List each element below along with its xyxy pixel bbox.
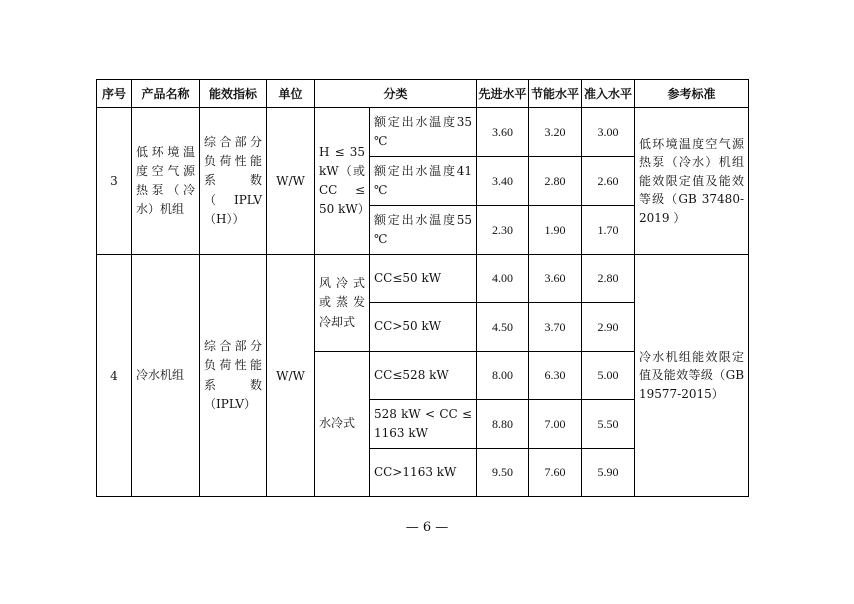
energy-saving-level: 1.90 [529,206,582,255]
energy-saving-level: 7.00 [529,400,582,449]
entry-level: 2.60 [582,157,635,206]
entry-level: 5.90 [582,449,635,497]
category: CC>50 kW [370,303,477,352]
entry-level: 2.80 [582,255,635,303]
unit: W/W [267,108,315,255]
category: 额定出水温度55 ℃ [370,206,477,255]
header-cell: 单位 [267,80,315,108]
advanced-level: 8.80 [477,400,529,449]
advanced-level: 4.50 [477,303,529,352]
advanced-level: 4.00 [477,255,529,303]
category: 额定出水温度41 ℃ [370,157,477,206]
standards-table [96,79,749,497]
header-cell: 序号 [97,80,132,108]
category: CC>1163 kW [370,449,477,497]
category: CC≤528 kW [370,352,477,400]
category-group: 风冷式或蒸发冷却式 [315,255,370,352]
page-number: — 6 — [405,520,449,535]
advanced-level: 8.00 [477,352,529,400]
header-cell: 参考标准 [635,80,749,108]
header-cell: 能效指标 [200,80,267,108]
energy-saving-level: 3.70 [529,303,582,352]
header-cell: 先进水平 [477,80,529,108]
advanced-level: 9.50 [477,449,529,497]
header-cell: 节能水平 [529,80,582,108]
energy-saving-level: 7.60 [529,449,582,497]
row-number: 4 [97,255,132,497]
category-group: H ≤ 35 kW（或CC ≤ 50 kW） [315,108,370,255]
header-cell: 产品名称 [132,80,200,108]
header-row [97,80,749,108]
row-number: 3 [97,108,132,255]
reference-standard: 低环境温度空气源热泵（冷水）机组能效限定值及能效等级（GB 37480-2019 ） [635,108,749,255]
unit: W/W [267,255,315,497]
reference-standard: 冷水机组能效限定值及能效等级（GB 19577-2015） [635,255,749,497]
header-cell: 准入水平 [582,80,635,108]
header-cell: 分类 [315,80,477,108]
entry-level: 1.70 [582,206,635,255]
energy-saving-level: 2.80 [529,157,582,206]
entry-level: 5.00 [582,352,635,400]
efficiency-indicator: 综合部分负荷性能系数（IPLV） [200,255,267,497]
category: 额定出水温度35 ℃ [370,108,477,157]
efficiency-indicator: 综合部分负荷性能系数（IPLV（H）） [200,108,267,255]
advanced-level: 2.30 [477,206,529,255]
entry-level: 3.00 [582,108,635,157]
category: CC≤50 kW [370,255,477,303]
entry-level: 5.50 [582,400,635,449]
category: 528 kW < CC ≤ 1163 kW [370,400,477,449]
table-row [97,255,749,303]
entry-level: 2.90 [582,303,635,352]
advanced-level: 3.40 [477,157,529,206]
table-row [97,108,749,157]
advanced-level: 3.60 [477,108,529,157]
category-group: 水冷式 [315,352,370,497]
product-name: 低环境温度空气源热泵（冷水）机组 [132,108,200,255]
energy-saving-level: 6.30 [529,352,582,400]
product-name: 冷水机组 [132,255,200,497]
energy-saving-level: 3.20 [529,108,582,157]
energy-saving-level: 3.60 [529,255,582,303]
